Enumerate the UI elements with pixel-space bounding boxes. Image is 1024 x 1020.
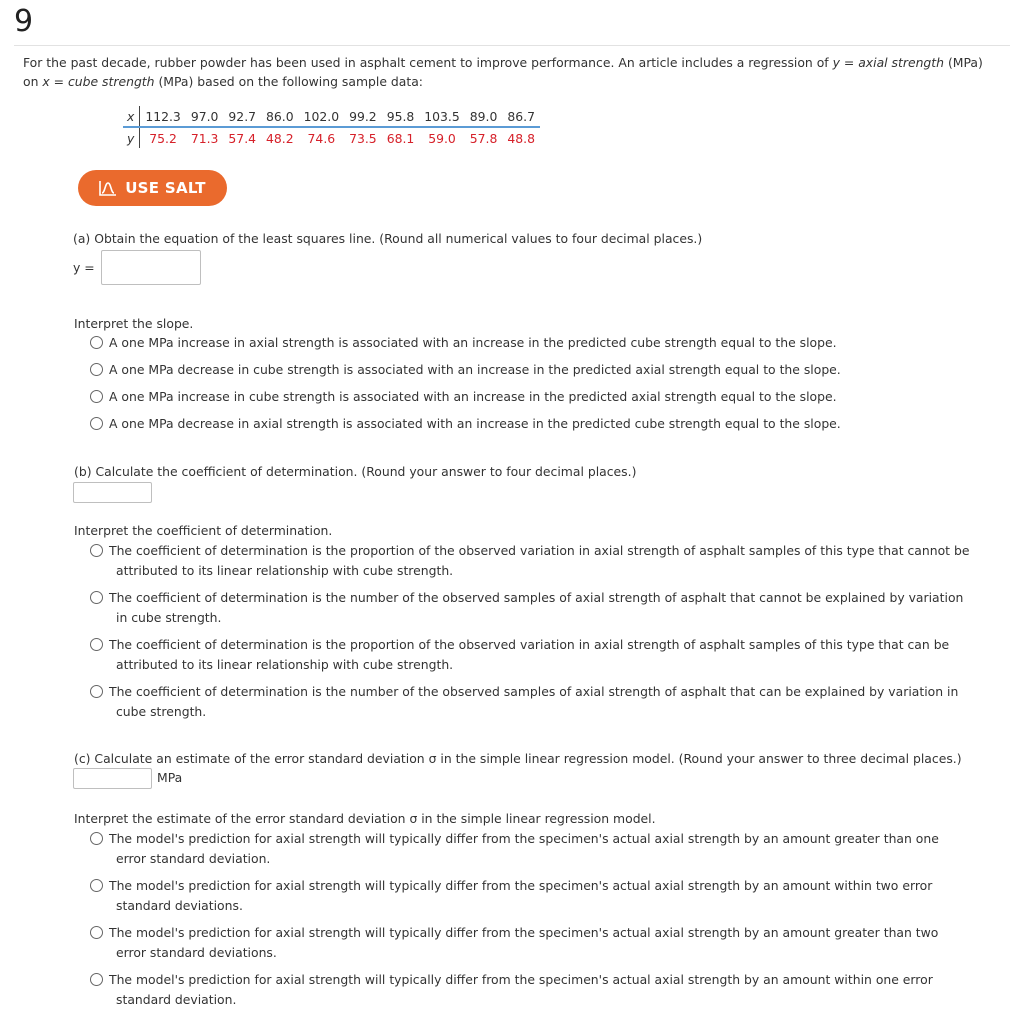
cod-interpret-prompt: Interpret the coefficient of determination. bbox=[74, 523, 333, 538]
y-value: 57.4 bbox=[228, 130, 257, 146]
x-value: 112.3 bbox=[140, 106, 186, 127]
least-squares-line-input[interactable] bbox=[101, 250, 201, 285]
mpa-unit-label: MPa bbox=[157, 770, 183, 785]
intro-text: For the past decade, rubber powder has been used in asphalt cement to improve performance. An article includes a regression of bbox=[23, 55, 833, 70]
part-c-prompt: (c) Calculate an estimate of the error standard deviation σ in the simple linear regression model. (Round your answer to three decimal places.) bbox=[74, 751, 962, 766]
radio-button[interactable] bbox=[90, 390, 103, 403]
x-value: 92.7 bbox=[223, 106, 261, 127]
y-value: 74.6 bbox=[307, 130, 336, 146]
y-value: 71.3 bbox=[190, 130, 219, 146]
radio-button[interactable] bbox=[90, 417, 103, 430]
slope-interpret-prompt: Interpret the slope. bbox=[74, 316, 194, 331]
option-label: The coefficient of determination is the proportion of the observed variation in axial strength of asphalt samples of this type that can be attributed to its linear relationship with cube strength. bbox=[109, 637, 950, 672]
header-divider bbox=[14, 45, 1010, 46]
x-value: 86.7 bbox=[502, 106, 540, 127]
radio-button[interactable] bbox=[90, 638, 103, 651]
intro-text: (MPa) based on the following sample data: bbox=[154, 74, 423, 89]
option-label: The model's prediction for axial strength will typically differ from the specimen's actual axial strength by an amount within one error standard deviation. bbox=[109, 972, 933, 1007]
y-value: 75.2 bbox=[149, 130, 177, 146]
x-value: 95.8 bbox=[382, 106, 420, 127]
option-label: A one MPa increase in cube strength is associated with an increase in the predicted axial strength equal to the slope. bbox=[109, 389, 837, 404]
sample-data-table bbox=[123, 106, 540, 148]
x-value: 97.0 bbox=[186, 106, 224, 127]
y-value: 73.5 bbox=[349, 130, 377, 146]
radio-button[interactable] bbox=[90, 591, 103, 604]
x-value: 103.5 bbox=[419, 106, 464, 127]
x-value: 102.0 bbox=[299, 106, 344, 127]
y-value: 59.0 bbox=[428, 130, 456, 146]
part-a-prompt: (a) Obtain the equation of the least squares line. (Round all numerical values to four decimal places.) bbox=[73, 231, 703, 246]
option-label: A one MPa increase in axial strength is associated with an increase in the predicted cube strength equal to the slope. bbox=[109, 335, 837, 350]
radio-button[interactable] bbox=[90, 336, 103, 349]
x-row bbox=[123, 106, 540, 127]
question-number: 9 bbox=[14, 4, 34, 39]
option-label: A one MPa decrease in cube strength is associated with an increase in the predicted axial strength equal to the slope. bbox=[109, 362, 841, 377]
x-definition: x = cube strength bbox=[42, 74, 155, 89]
error-sd-input[interactable] bbox=[73, 768, 152, 789]
option-label: The coefficient of determination is the number of the observed samples of axial strength of asphalt that can be explained by variation in cube strength. bbox=[109, 684, 959, 719]
salt-chart-icon bbox=[99, 180, 117, 196]
option-label: The model's prediction for axial strength will typically differ from the specimen's actual axial strength by an amount greater than one error standard deviation. bbox=[109, 831, 939, 866]
use-salt-label: USE SALT bbox=[125, 179, 206, 197]
y-value: 68.1 bbox=[386, 130, 415, 146]
y-definition: y = axial strength bbox=[832, 55, 945, 70]
sigma-interpret-prompt: Interpret the estimate of the error standard deviation σ in the simple linear regression model. bbox=[74, 811, 656, 826]
option-label: A one MPa decrease in axial strength is associated with an increase in the predicted cube strength equal to the slope. bbox=[109, 416, 841, 431]
coefficient-of-determination-input[interactable] bbox=[73, 482, 152, 503]
radio-button[interactable] bbox=[90, 832, 103, 845]
y-value: 57.8 bbox=[469, 130, 498, 146]
option-label: The model's prediction for axial strength will typically differ from the specimen's actual axial strength by an amount within two error standard deviations. bbox=[109, 878, 933, 913]
radio-button[interactable] bbox=[90, 544, 103, 557]
use-salt-button[interactable] bbox=[78, 170, 227, 206]
radio-button[interactable] bbox=[90, 926, 103, 939]
part-a-y-label: y = bbox=[73, 260, 95, 275]
option-label: The coefficient of determination is the proportion of the observed variation in axial strength of asphalt samples of this type that cannot be attributed to its linear relationship with cube strength. bbox=[109, 543, 970, 578]
radio-button[interactable] bbox=[90, 973, 103, 986]
option-label: The model's prediction for axial strength will typically differ from the specimen's actual axial strength by an amount greater than two error standard deviations. bbox=[109, 925, 939, 960]
x-value: 89.0 bbox=[465, 106, 503, 127]
x-value: 86.0 bbox=[261, 106, 299, 127]
intro-text: (MPa) on bbox=[23, 55, 983, 89]
part-b-prompt: (b) Calculate the coefficient of determination. (Round your answer to four decimal places.) bbox=[74, 464, 637, 479]
radio-button[interactable] bbox=[90, 685, 103, 698]
x-label: x bbox=[123, 106, 140, 127]
y-label: y bbox=[123, 127, 140, 148]
problem-statement bbox=[23, 53, 998, 91]
option-label: The coefficient of determination is the number of the observed samples of axial strength of asphalt that cannot be explained by variation in cube strength. bbox=[109, 590, 964, 625]
y-value: 48.8 bbox=[507, 130, 535, 146]
radio-button[interactable] bbox=[90, 879, 103, 892]
x-value: 99.2 bbox=[344, 106, 382, 127]
y-value: 48.2 bbox=[266, 130, 294, 146]
y-row bbox=[123, 127, 540, 148]
radio-button[interactable] bbox=[90, 363, 103, 376]
